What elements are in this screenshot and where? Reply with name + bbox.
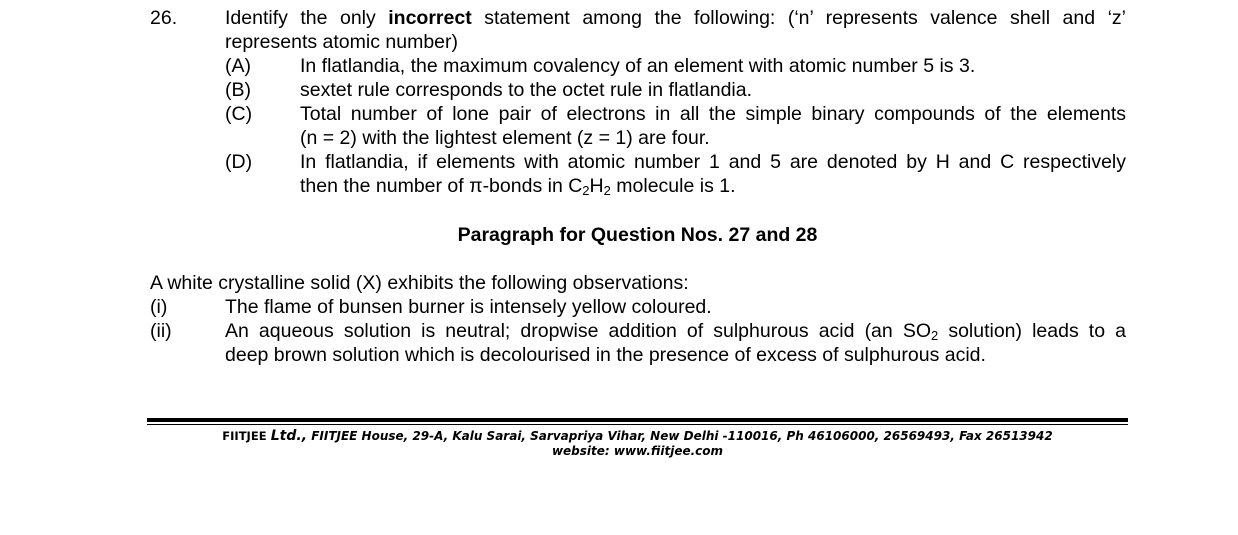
footer-website: website: www.fiitjee.com bbox=[551, 444, 724, 458]
paragraph-block bbox=[150, 271, 1126, 367]
option-text: In flatlandia, the maximum covalency of an element with atomic number 5 is 3. bbox=[300, 55, 976, 77]
question-stem-emphasis: incorrect bbox=[388, 7, 472, 29]
question-stem bbox=[225, 6, 1126, 54]
footer-divider-thick bbox=[147, 418, 1128, 422]
option-b bbox=[225, 78, 1126, 102]
observation-text-line1: An aqueous solution is neutral; dropwise addition of sulphurous acid (an $SO_2$ solution) leads to a bbox=[225, 320, 1126, 343]
footer-address-line bbox=[0, 429, 1238, 444]
observation-label: (i) bbox=[150, 296, 168, 318]
option-d bbox=[225, 150, 1126, 198]
option-label: (A) bbox=[225, 55, 251, 77]
observation-text-line2: deep brown solution which is decolourised in the presence of excess of sulphurous acid. bbox=[225, 344, 986, 366]
question-stem-line2: represents atomic number) bbox=[225, 31, 459, 53]
paragraph-intro: A white crystalline solid (X) exhibits the following observations: bbox=[150, 272, 689, 294]
footer-divider-thin bbox=[147, 424, 1128, 425]
question-number: 26. bbox=[150, 7, 178, 29]
footer-address: FIITJEE House, 29-A, Kalu Sarai, Sarvapriya Vihar, New Delhi -110016, Ph 46106000, 26569493, Fax 26513942 bbox=[311, 429, 1053, 443]
option-label: (D) bbox=[225, 151, 253, 173]
option-label: (B) bbox=[225, 79, 251, 101]
page-footer bbox=[0, 429, 1238, 459]
option-text: sextet rule corresponds to the octet rule in flatlandia. bbox=[300, 79, 753, 101]
option-text: Total number of lone pair of electrons in all the simple binary compounds of the elements (n = 2) with the lightest element (z = 1) are four. bbox=[300, 103, 1126, 149]
options-list bbox=[225, 54, 1126, 198]
observation-i bbox=[150, 295, 1126, 319]
observation-ii bbox=[150, 319, 1126, 367]
footer-brand: FIITJEE bbox=[222, 429, 267, 443]
paragraph-heading: Paragraph for Question Nos. 27 and 28 bbox=[457, 224, 818, 246]
option-a bbox=[225, 54, 1126, 78]
formula-line: then the number of π-bonds in $C_2H_2$ molecule is 1. bbox=[300, 175, 736, 198]
option-c bbox=[225, 102, 1126, 150]
option-label: (C) bbox=[225, 103, 253, 125]
question-26 bbox=[150, 6, 1126, 198]
question-stem-line1: Identify the only incorrect statement among the following: (‘n’ represents valence shell and ‘z’ bbox=[225, 7, 1126, 29]
option-text: In flatlandia, if elements with atomic number 1 and 5 are denoted by H and C respectively then the number of π-bonds in $C_2H_2$ molecule is 1. bbox=[300, 151, 1126, 198]
observation-text: The flame of bunsen burner is intensely yellow coloured. bbox=[225, 296, 712, 318]
observation-label: (ii) bbox=[150, 320, 172, 342]
footer-ltd: Ltd., bbox=[270, 428, 308, 444]
